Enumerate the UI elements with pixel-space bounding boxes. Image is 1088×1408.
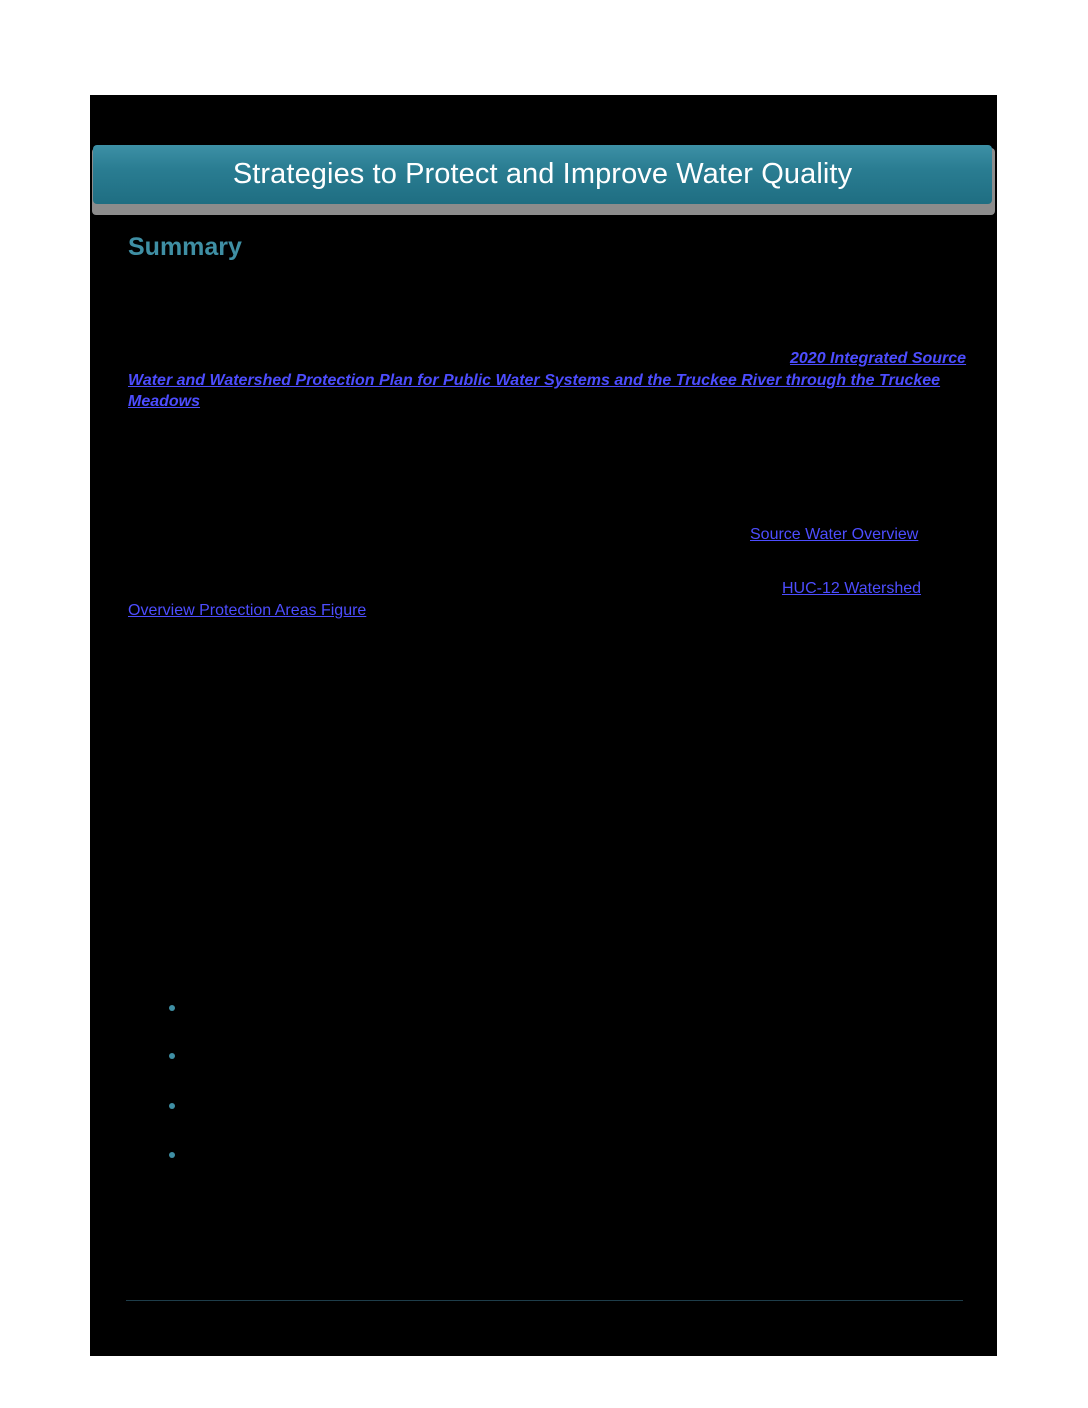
bullet-marker bbox=[169, 1152, 175, 1158]
integrated-plan-link-line1[interactable]: 2020 Integrated Source bbox=[790, 350, 967, 367]
document-page bbox=[90, 95, 997, 1356]
summary-heading: Summary bbox=[128, 233, 242, 261]
huc12-watershed-link-line2[interactable]: Overview Protection Areas Figure bbox=[128, 602, 367, 619]
title-banner bbox=[93, 145, 992, 204]
source-water-overview-link[interactable]: Source Water Overview bbox=[750, 526, 919, 543]
bullet-marker bbox=[169, 1053, 175, 1059]
footer-divider bbox=[126, 1300, 963, 1301]
integrated-plan-link-line3[interactable]: Meadows bbox=[128, 393, 201, 410]
integrated-plan-link-line2[interactable]: Water and Watershed Protection Plan for Public Water Systems and the Truckee River through the Truckee bbox=[128, 372, 941, 389]
page-title: Strategies to Protect and Improve Water Quality bbox=[232, 158, 853, 190]
huc12-watershed-link-line1[interactable]: HUC-12 Watershed bbox=[782, 580, 922, 597]
bullet-marker bbox=[169, 1103, 175, 1109]
bullet-marker bbox=[169, 1005, 175, 1011]
